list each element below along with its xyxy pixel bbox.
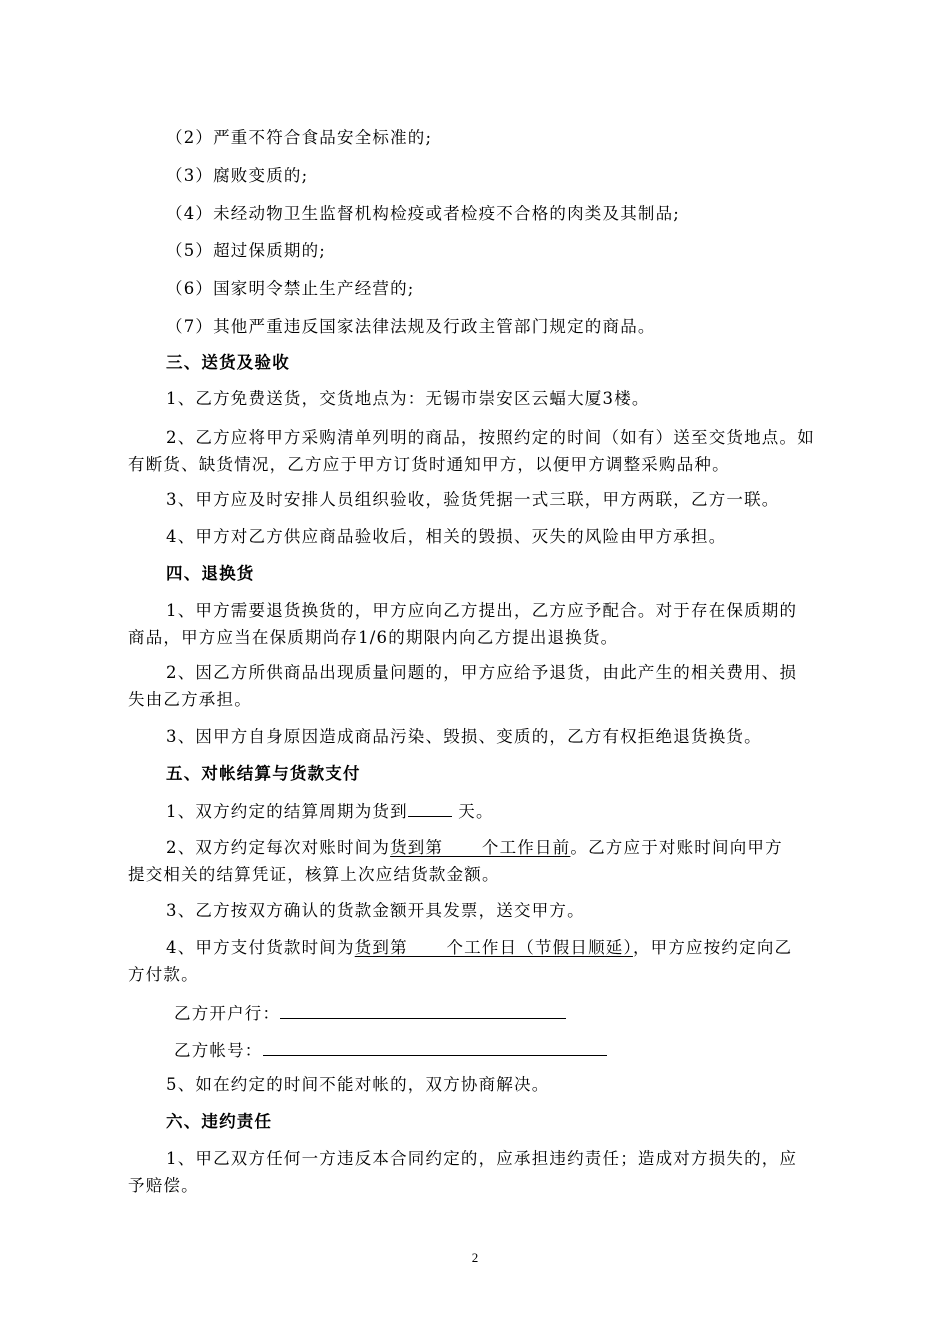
section-6-p1a: 1、甲乙双方任何一方违反本合同约定的，应承担违约责任；造成对方损失的，应 — [166, 1149, 798, 1168]
section-5-p5: 5、如在约定的时间不能对帐的，双方协商解决。 — [166, 1075, 550, 1094]
settlement-period-unit: 天。 — [451, 802, 494, 821]
section-4-p1a: 1、甲方需要退货换货的，甲方应向乙方提出，乙方应予配合。对于存在保质期的 — [166, 601, 798, 620]
settlement-days-blank — [408, 800, 452, 817]
item-2: （2）严重不符合食品安全标准的; — [166, 128, 433, 147]
section-4-p3: 3、因甲方自身原因造成商品污染、毁损、变质的，乙方有权拒绝退货换货。 — [166, 727, 762, 746]
section-6-p1b: 予赔偿。 — [128, 1176, 199, 1195]
payment-day-underline: 货到第 个工作日（节假日顺延） — [354, 938, 633, 957]
item-5: （5）超过保质期的; — [166, 241, 327, 260]
section-5-p4a — [166, 938, 792, 958]
section-3-p2a: 2、乙方应将甲方采购清单列明的商品，按照约定的时间（如有）送至交货地点。如 — [166, 428, 815, 447]
account-blank[interactable] — [263, 1039, 607, 1056]
section-3-p3: 3、甲方应及时安排人员组织验收，验货凭据一式三联，甲方两联，乙方一联。 — [166, 490, 780, 509]
account-label: 乙方帐号： — [174, 1041, 263, 1060]
section-5-p2b: 提交相关的结算凭证，核算上次应结货款金额。 — [128, 865, 500, 884]
reconcile-text: 2、双方约定每次对账时间为 — [166, 838, 391, 857]
settlement-period-text: 1、双方约定的结算周期为货到 — [166, 802, 408, 821]
section-5-p2a — [166, 838, 783, 858]
bank-label: 乙方开户行： — [174, 1004, 281, 1023]
item-7: （7）其他严重违反国家法律法规及行政主管部门规定的商品。 — [166, 317, 656, 336]
section-4-p2a: 2、因乙方所供商品出现质量问题的，甲方应给予退货，由此产生的相关费用、损 — [166, 663, 798, 682]
section-3-p1: 1、乙方免费送货，交货地点为：无锡市崇安区云蝠大厦3楼。 — [166, 389, 650, 408]
section-4-p2b: 失由乙方承担。 — [128, 690, 252, 709]
payment-text: 4、甲方支付货款时间为 — [166, 938, 355, 957]
reconcile-day-underline: 货到第 个工作日前 — [390, 838, 571, 857]
section-3-p2b: 有断货、缺货情况，乙方应于甲方订货时通知甲方，以便甲方调整采购品种。 — [128, 455, 730, 474]
reconcile-text-tail: 。乙方应于对账时间向甲方 — [570, 838, 783, 857]
item-3: （3）腐败变质的; — [166, 166, 309, 185]
section-3-p4: 4、甲方对乙方供应商品验收后，相关的毁损、灭失的风险由甲方承担。 — [166, 527, 727, 546]
section-6-heading: 六、违约责任 — [166, 1112, 273, 1131]
item-6: （6）国家明令禁止生产经营的; — [166, 279, 415, 298]
section-4-heading: 四、退换货 — [166, 564, 255, 583]
payment-text-tail: ，甲方应按约定向乙 — [632, 938, 793, 957]
section-5-heading: 五、对帐结算与货款支付 — [166, 764, 361, 783]
item-4: （4）未经动物卫生监督机构检疫或者检疫不合格的肉类及其制品; — [166, 204, 681, 223]
section-3-heading: 三、送货及验收 — [166, 353, 290, 372]
bank-blank[interactable] — [280, 1002, 566, 1019]
section-4-p1b: 商品，甲方应当在保质期尚存1/6的期限内向乙方提出退换货。 — [128, 628, 619, 647]
section-5-p4b: 方付款。 — [128, 965, 199, 984]
account-line — [174, 1039, 607, 1061]
section-5-p1 — [166, 800, 494, 822]
section-5-p3: 3、乙方按双方确认的货款金额开具发票，送交甲方。 — [166, 901, 585, 920]
bank-line — [174, 1002, 566, 1024]
page-number: 2 — [471, 1250, 479, 1265]
